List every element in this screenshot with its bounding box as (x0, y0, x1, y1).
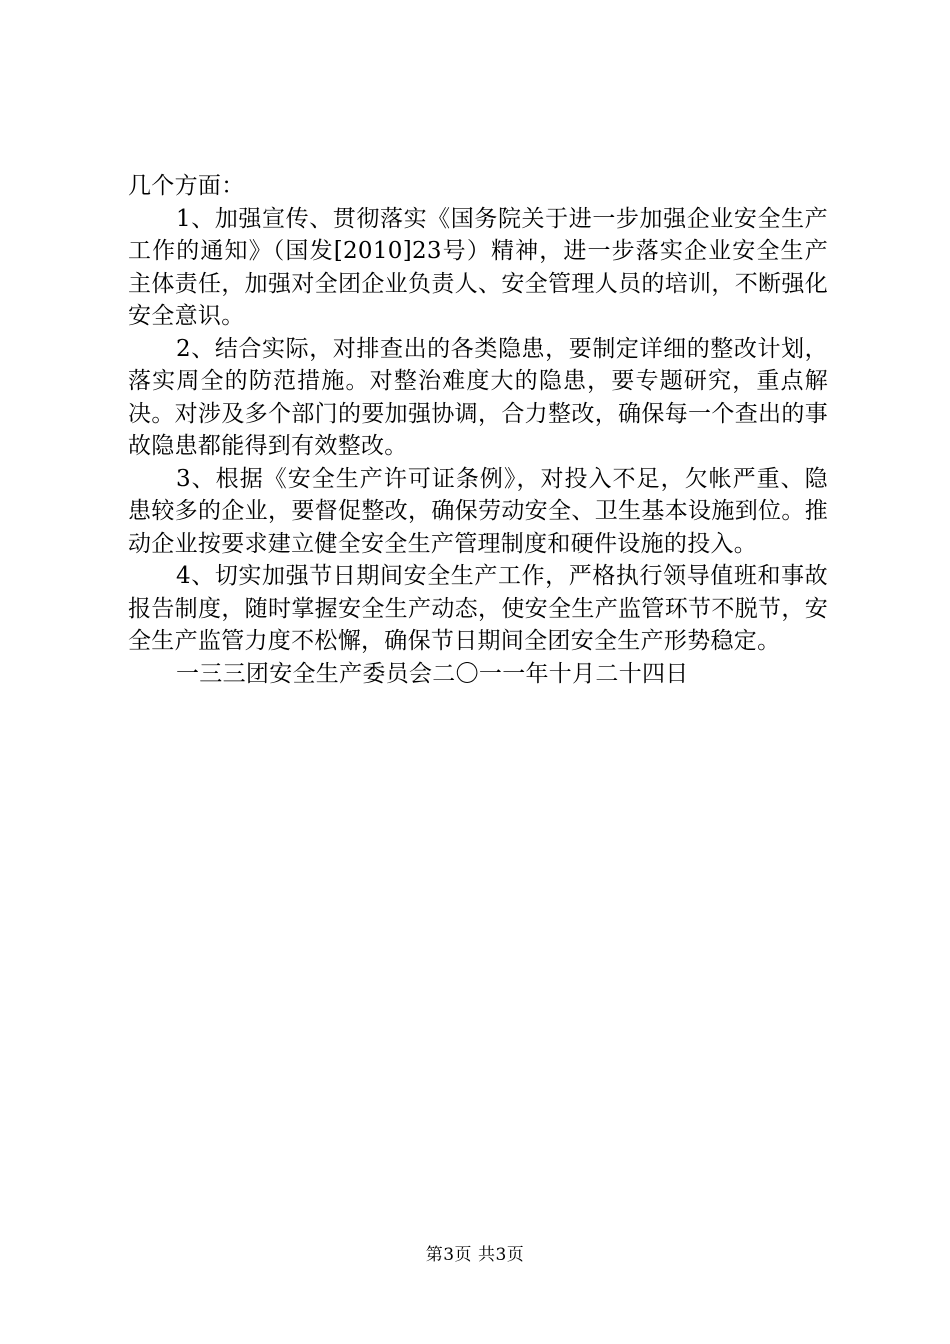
paragraph-3: 3、根据《安全生产许可证条例》，对投入不足，欠帐严重、隐患较多的企业，要督促整改，确保劳动安全、卫生基本设施到位。推动企业按要求建立健全安全生产管理制度和硬件设施的投入。 (128, 465, 828, 557)
signature-line: 一三三团安全生产委员会二〇一一年十月二十四日 (176, 660, 689, 687)
paragraph-2: 2、结合实际，对排查出的各类隐患，要制定详细的整改计划，落实周全的防范措施。对整治难度大的隐患，要专题研究，重点解决。对涉及多个部门的要加强协调，合力整改，确保每一个查出的事故隐患都能得到有效整改。 (128, 335, 828, 459)
page-number: 第3页 共3页 (425, 1245, 525, 1265)
document-body (128, 170, 828, 690)
intro-text: 几个方面： (128, 173, 245, 199)
paragraph-1: 1、加强宣传、贯彻落实《国务院关于进一步加强企业安全生产工作的通知》（国发[2010]23号）精神，进一步落实企业安全生产主体责任，加强对全团企业负责人、安全管理人员的培训，不断强化安全意识。 (128, 205, 828, 329)
paragraph-4: 4、切实加强节日期间安全生产工作，严格执行领导值班和事故报告制度，随时掌握安全生产动态，使安全生产监管环节不脱节，安全生产监管力度不松懈，确保节日期间全团安全生产形势稳定。 (128, 563, 828, 654)
page-footer (0, 1244, 950, 1266)
